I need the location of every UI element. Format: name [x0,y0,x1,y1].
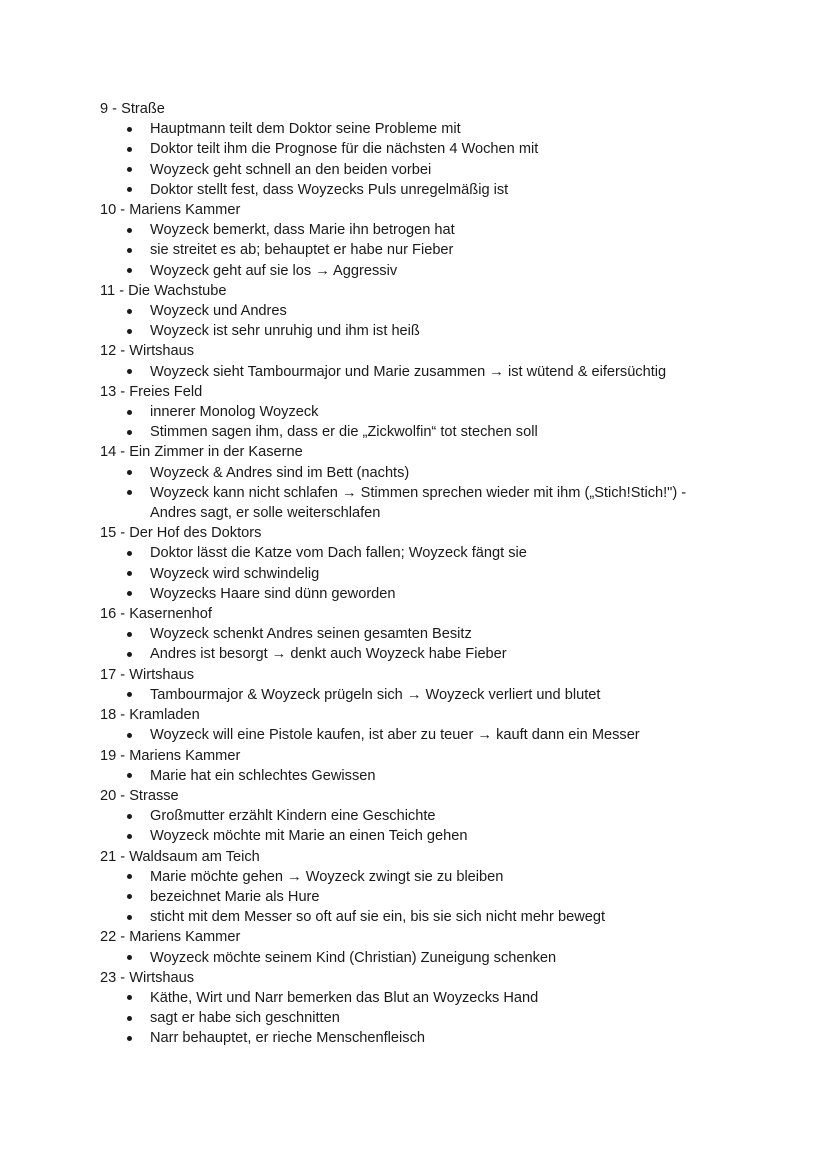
bullet-icon [127,773,132,778]
list-item [100,402,740,422]
list-item [100,826,740,846]
scene-heading: 10 - Mariens Kammer [100,202,241,219]
list-item [100,321,740,341]
list-item [100,463,740,483]
bullet-icon [127,369,132,374]
bullet-icon [127,430,132,435]
list-item [100,483,730,523]
list-item [100,988,740,1008]
list-item-text: Doktor lässt die Katze vom Dach fallen; Woyzeck fängt sie [150,545,527,562]
list-item-text: Marie möchte gehen → Woyzeck zwingt sie zu bleiben [150,868,504,885]
bullet-icon [127,632,132,637]
bullet-icon [127,309,132,314]
scene-heading: 12 - Wirtshaus [100,343,195,360]
list-item [100,685,740,705]
list-item [100,584,740,604]
list-item [100,543,740,563]
list-item-text: Andres ist besorgt → denkt auch Woyzeck habe Fieber [150,646,507,663]
scene-heading: 23 - Wirtshaus [100,969,195,986]
bullet-icon [127,652,132,657]
list-item [100,644,740,664]
list-item-text: Marie hat ein schlechtes Gewissen [150,767,376,784]
list-item-text: Woyzeck wird schwindelig [150,565,320,582]
list-item [100,220,740,240]
list-item [100,948,740,968]
scene-heading: 17 - Wirtshaus [100,666,195,683]
list-item [100,624,740,644]
bullet-icon [127,834,132,839]
bullet-icon [127,410,132,415]
bullet-icon [127,167,132,172]
scene-summary-list [100,99,740,1049]
scene-heading: 13 - Freies Feld [100,383,203,400]
scene-heading: 11 - Die Wachstube [100,282,227,299]
bullet-icon [127,995,132,1000]
list-item-text: Woyzeck schenkt Andres seinen gesamten Besitz [150,626,472,643]
bullet-icon [127,228,132,233]
list-item-text: Doktor teilt ihm die Prognose für die nächsten 4 Wochen mit [150,141,539,158]
bullet-icon [127,733,132,738]
list-item [100,119,740,139]
list-item [100,806,740,826]
list-item [100,1008,740,1028]
bullet-icon [127,127,132,132]
scene-heading: 16 - Kasernenhof [100,606,212,623]
list-item-text: Woyzeck möchte seinem Kind (Christian) Zuneigung schenken [150,949,557,966]
bullet-icon [127,814,132,819]
list-item [100,180,740,200]
list-item [100,766,740,786]
list-item-text: Woyzeck und Andres [150,303,287,320]
list-item-text: Tambourmajor & Woyzeck prügeln sich → Woyzeck verliert und blutet [150,686,601,703]
scene-heading: 21 - Waldsaum am Teich [100,848,260,865]
bullet-icon [127,268,132,273]
bullet-icon [127,894,132,899]
list-item-text: Stimmen sagen ihm, dass er die „Zickwolfin“ tot stechen soll [150,424,538,441]
bullet-icon [127,147,132,152]
list-item-text: Doktor stellt fest, dass Woyzecks Puls unregelmäßig ist [150,181,509,198]
bullet-icon [127,571,132,576]
scene-heading: 9 - Straße [100,101,165,117]
bullet-icon [127,551,132,556]
list-item [100,564,740,584]
scene-heading: 15 - Der Hof des Doktors [100,525,262,542]
bullet-icon [127,248,132,253]
list-item [100,160,740,180]
list-item-text: Narr behauptet, er rieche Menschenfleisch [150,1030,425,1047]
list-item-text: sticht mit dem Messer so oft auf sie ein, bis sie sich nicht mehr bewegt [150,909,606,926]
list-item [100,1028,740,1048]
list-item [100,261,740,281]
list-item-text: Woyzeck ist sehr unruhig und ihm ist heiß [150,323,420,340]
list-item [100,725,740,745]
list-item-text: innerer Monolog Woyzeck [150,404,319,421]
list-item-text: bezeichnet Marie als Hure [150,888,320,905]
list-item-text: sagt er habe sich geschnitten [150,1010,340,1027]
list-item [100,887,740,907]
bullet-icon [127,490,132,495]
bullet-icon [127,187,132,192]
list-item-text: Woyzecks Haare sind dünn geworden [150,585,396,602]
list-item-text: Großmutter erzählt Kindern eine Geschichte [150,808,436,825]
bullet-icon [127,874,132,879]
list-item-text: Käthe, Wirt und Narr bemerken das Blut an Woyzecks Hand [150,989,539,1006]
bullet-icon [127,1016,132,1021]
list-item [100,362,740,382]
bullet-icon [127,1036,132,1041]
list-item [100,240,740,260]
bullet-icon [127,591,132,596]
list-item-text: Woyzeck möchte mit Marie an einen Teich gehen [150,828,468,845]
list-item [100,301,740,321]
list-item-text: Hauptmann teilt dem Doktor seine Probleme mit [150,121,461,138]
scene-heading: 19 - Mariens Kammer [100,747,241,764]
scene-heading: 18 - Kramladen [100,707,200,724]
scene-heading: 22 - Mariens Kammer [100,929,241,946]
bullet-icon [127,692,132,697]
list-item-text: sie streitet es ab; behauptet er habe nur Fieber [150,242,454,259]
list-item-text: Woyzeck bemerkt, dass Marie ihn betrogen hat [150,222,455,239]
list-item-text: Woyzeck kann nicht schlafen → Stimmen sprechen wieder mit ihm („Stich!Stich!") - Andres sagt, er solle weiterschlafen [150,484,687,522]
scene-heading: 20 - Strasse [100,787,179,804]
bullet-icon [127,955,132,960]
list-item-text: Woyzeck geht schnell an den beiden vorbei [150,161,432,178]
list-item-text: Woyzeck geht auf sie los → Aggressiv [150,262,398,279]
bullet-icon [127,470,132,475]
list-item [100,907,740,927]
bullet-icon [127,329,132,334]
scene-heading: 14 - Ein Zimmer in der Kaserne [100,444,303,461]
list-item [100,422,740,442]
list-item-text: Woyzeck sieht Tambourmajor und Marie zusammen → ist wütend & eifersüchtig [150,363,667,380]
list-item [100,139,740,159]
list-item-text: Woyzeck & Andres sind im Bett (nachts) [150,464,410,481]
list-item [100,867,740,887]
list-item-text: Woyzeck will eine Pistole kaufen, ist aber zu teuer → kauft dann ein Messer [150,727,640,744]
bullet-icon [127,915,132,920]
